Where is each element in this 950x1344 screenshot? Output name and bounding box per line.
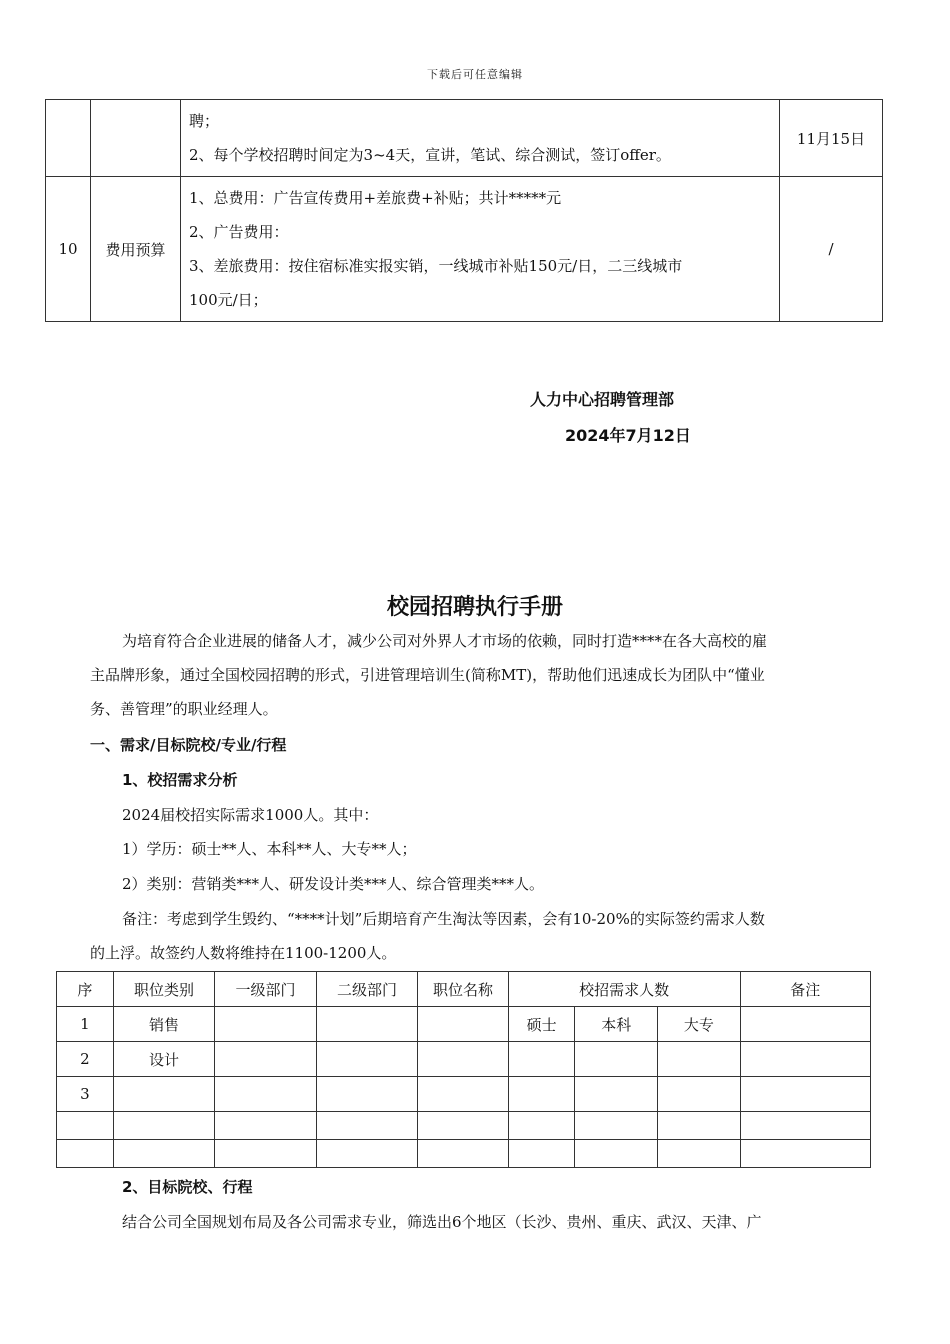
cell-empty: [113, 1140, 214, 1168]
cell-empty: [316, 1140, 417, 1168]
note-line: 的上浮。故签约人数将维持在1100-1200人。: [90, 944, 397, 962]
cell-empty: [575, 1140, 658, 1168]
intro-line: 务、善管理”的职业经理人。: [90, 700, 278, 718]
table-row: [57, 1007, 871, 1042]
row-content: [181, 100, 780, 177]
table-row: [57, 1042, 871, 1077]
row-number: 10: [46, 177, 91, 322]
page-header-note: 下载后可任意编辑: [427, 68, 523, 81]
table-row: [46, 100, 883, 177]
intro-paragraph: [90, 624, 860, 658]
cell-empty: [418, 1077, 509, 1112]
sub-header: 硕士: [508, 1007, 575, 1042]
row-number: [46, 100, 91, 177]
cell-empty: [316, 1042, 417, 1077]
cell-empty: [215, 1007, 316, 1042]
column-header: 职位名称: [418, 972, 509, 1007]
column-header: 职位类别: [113, 972, 214, 1007]
content-line: 1、总费用：广告宣传费用+差旅费+补贴；共计*****元: [189, 189, 562, 207]
cell-empty: [508, 1042, 575, 1077]
column-header: 备注: [740, 972, 870, 1007]
table-header-row: [57, 972, 871, 1007]
content-line: 100元/日；: [189, 291, 268, 309]
row-item: 费用预算: [91, 177, 181, 322]
cell-empty: [316, 1077, 417, 1112]
sub-header: 大专: [658, 1007, 741, 1042]
signature-dept: 人力中心招聘管理部: [530, 390, 675, 409]
cell-empty: [316, 1112, 417, 1140]
cell-empty: [418, 1007, 509, 1042]
cell-empty: [418, 1042, 509, 1077]
cell-empty: [57, 1112, 114, 1140]
cell-empty: [658, 1140, 741, 1168]
table-row: [57, 1140, 871, 1168]
cell-empty: [215, 1112, 316, 1140]
cell-empty: [418, 1140, 509, 1168]
route-line: 结合公司全国规划布局及各公司需求专业，筛选出6个地区（长沙、贵州、重庆、武汉、天津、广: [122, 1213, 762, 1231]
page-title: 校园招聘执行手册: [386, 595, 563, 620]
cell-category: 设计: [113, 1042, 214, 1077]
cell-empty: [113, 1112, 214, 1140]
cell-number: 2: [57, 1042, 114, 1077]
cell-empty: [658, 1042, 741, 1077]
table-row: [57, 1112, 871, 1140]
table-row: [46, 177, 883, 322]
content-line: 2、每个学校招聘时间定为3~4天，宣讲，笔试、综合测试，签订offer。: [189, 146, 671, 164]
need-education: 1）学历：硕士**人、本科**人、大专**人；: [122, 840, 417, 858]
cell-empty: [508, 1077, 575, 1112]
plan-table: [45, 99, 883, 322]
cell-empty: [215, 1140, 316, 1168]
table-row: [57, 1077, 871, 1112]
section-heading: 一、需求/目标院校/专业/行程: [90, 736, 287, 754]
content-line: 3、差旅费用：按住宿标准实报实销，一线城市补贴150元/日，二三线城市: [189, 257, 683, 275]
cell-empty: [316, 1007, 417, 1042]
note-line: 备注：考虑到学生毁约、“****计划”后期培育产生淘汰等因素，会有10-20%的实际签约需求人数: [122, 910, 765, 928]
cell-empty: [658, 1112, 741, 1140]
row-date: /: [780, 177, 883, 322]
row-content: [181, 177, 780, 322]
cell-category: [113, 1077, 214, 1112]
cell-empty: [740, 1140, 870, 1168]
intro-line: 为培育符合企业进展的储备人才，减少公司对外界人才市场的依赖，同时打造****在各大高校的雇: [122, 632, 768, 650]
need-category: 2）类别：营销类***人、研发设计类***人、综合管理类***人。: [122, 875, 545, 893]
cell-empty: [215, 1042, 316, 1077]
column-header: 序: [57, 972, 114, 1007]
cell-empty: [575, 1042, 658, 1077]
need-total: 2024届校招实际需求1000人。其中：: [122, 806, 379, 824]
cell-empty: [658, 1077, 741, 1112]
cell-empty: [740, 1112, 870, 1140]
row-date: 11月15日: [780, 100, 883, 177]
signature-date: 2024年7月12日: [565, 426, 691, 445]
cell-empty: [508, 1112, 575, 1140]
cell-empty: [740, 1042, 870, 1077]
cell-number: 3: [57, 1077, 114, 1112]
cell-number: 1: [57, 1007, 114, 1042]
cell-empty: [740, 1007, 870, 1042]
column-header: 二级部门: [316, 972, 417, 1007]
cell-empty: [740, 1077, 870, 1112]
cell-category: 销售: [113, 1007, 214, 1042]
intro-line: 主品牌形象，通过全国校园招聘的形式，引进管理培训生(简称MT)，帮助他们迅速成长为团队中“懂业: [90, 666, 765, 684]
column-header: 一级部门: [215, 972, 316, 1007]
demand-table: [56, 971, 871, 1168]
content-line: 2、广告费用：: [189, 223, 289, 241]
cell-empty: [508, 1140, 575, 1168]
subsection-heading: 2、目标院校、行程: [122, 1178, 253, 1196]
cell-empty: [57, 1140, 114, 1168]
cell-empty: [575, 1077, 658, 1112]
content-line: 聘；: [189, 112, 220, 130]
cell-empty: [575, 1112, 658, 1140]
column-header: 校招需求人数: [508, 972, 740, 1007]
subsection-heading: 1、校招需求分析: [122, 771, 238, 789]
sub-header: 本科: [575, 1007, 658, 1042]
cell-empty: [215, 1077, 316, 1112]
row-item: [91, 100, 181, 177]
cell-empty: [418, 1112, 509, 1140]
